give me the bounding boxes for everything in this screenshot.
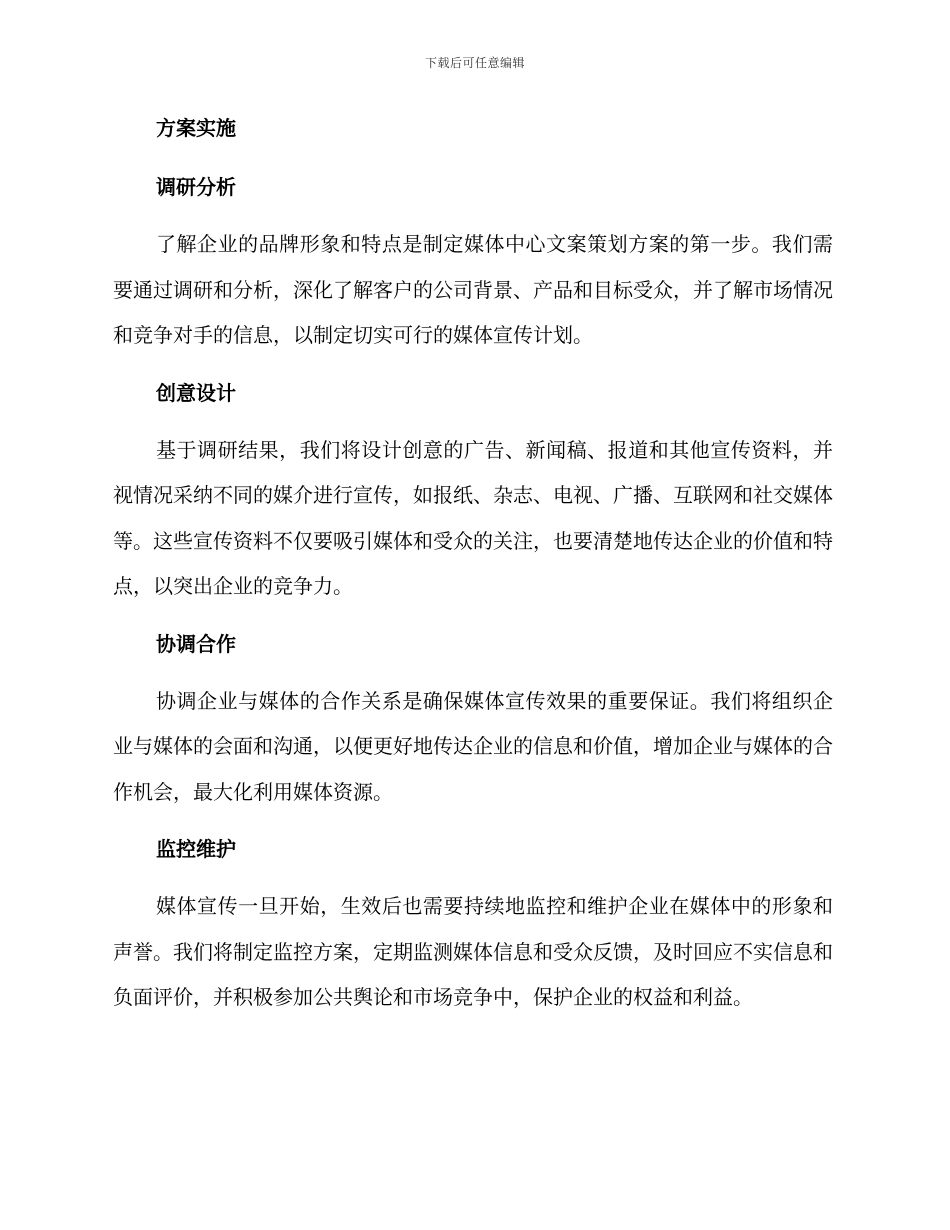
section-heading-creative: 创意设计: [156, 380, 236, 405]
page-header-note: 下载后可任意编辑: [424, 56, 525, 70]
section-heading-cooperation: 协调合作: [156, 631, 236, 656]
paragraph-monitoring: 媒体宣传一旦开始，生效后也需要持续地监控和维护企业在媒体中的形象和声誉。我们将制定监控方案，定期监测媒体信息和受众反馈，及时回应不实信息和负面评价，并积极参加公共舆论和市场竞争中，保护企业的权益和利益。: [113, 894, 833, 1009]
section-heading-implementation: 方案实施: [156, 116, 236, 140]
section-heading-research: 调研分析: [156, 175, 236, 199]
paragraph-research: 了解企业的品牌形象和特点是制定媒体中心文案策划方案的第一步。我们需要通过调研和分析，深化了解客户的公司背景、产品和目标受众，并了解市场情况和竞争对手的信息，以制定切实可行的媒体宣传计划。: [113, 232, 833, 347]
paragraph-creative: 基于调研结果，我们将设计创意的广告、新闻稿、报道和其他宣传资料，并视情况采纳不同的媒介进行宣传，如报纸、杂志、电视、广播、互联网和社交媒体等。这些宣传资料不仅要吸引媒体和受众的关注，也要清楚地传达企业的价值和特点，以突出企业的竞争力。: [113, 437, 833, 598]
paragraph-cooperation: 协调企业与媒体的合作关系是确保媒体宣传效果的重要保证。我们将组织企业与媒体的会面和沟通，以便更好地传达企业的信息和价值，增加企业与媒体的合作机会，最大化利用媒体资源。: [113, 688, 833, 804]
section-heading-monitoring: 监控维护: [156, 837, 236, 861]
document-body: [113, 112, 833, 1021]
